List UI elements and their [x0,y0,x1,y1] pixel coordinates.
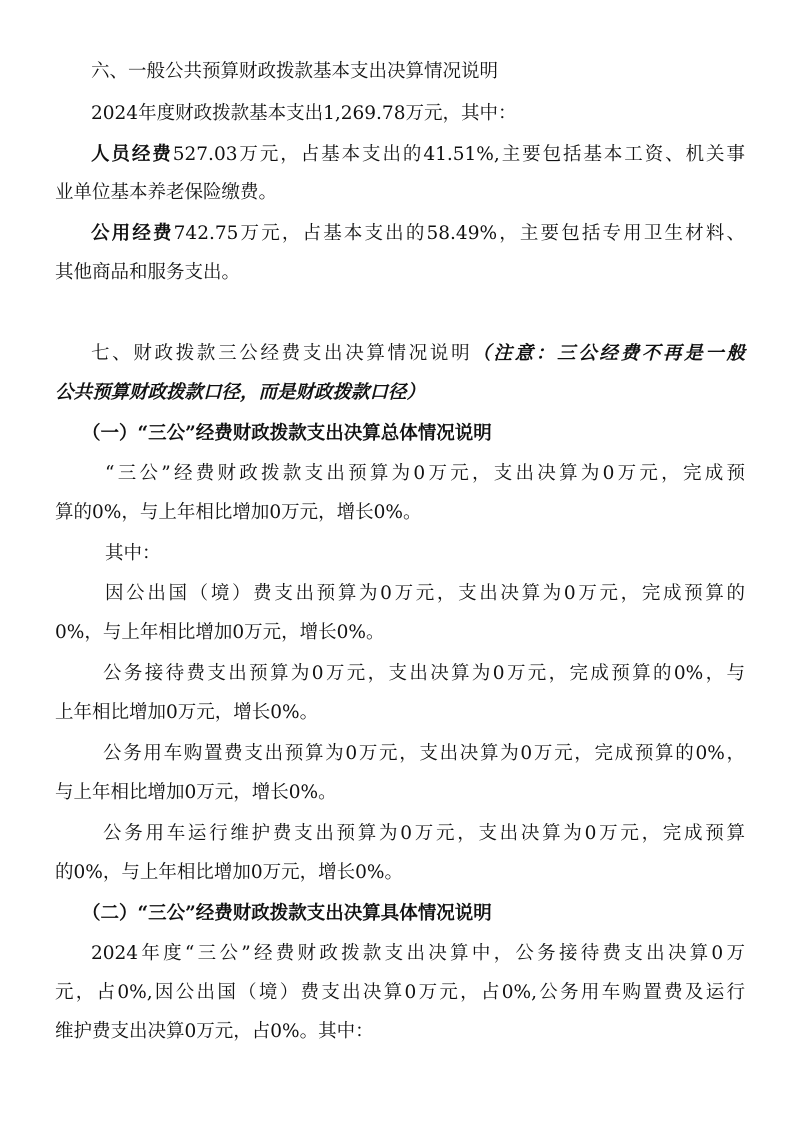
vehicle-run-line1: 公务用车运行维护费支出预算为0万元，支出决算为0万元，完成预算 [103,823,745,844]
vehicle-purchase-line2: 与上年相比增加0万元，增长0%。 [55,782,337,803]
public-line2: 其他商品和服务支出。 [55,262,241,283]
vehicle-purchase-line1: 公务用车购置费支出预算为0万元，支出决算为0万元，完成预算的0%， [103,743,745,764]
section7-heading: 七、财政拨款三公经费支出决算情况说明 [91,343,473,364]
section7-heading-line1 [91,342,745,366]
sub2-heading: （二）“三公”经费财政拨款支出决算具体情况说明 [82,903,492,924]
abroad-line1: 因公出国（境）费支出预算为0万元，支出决算为0万元，完成预算的 [105,583,745,604]
personnel-line1 [91,143,745,167]
public-label: 公用经费 [91,223,174,244]
sub2-line3: 维护费支出决算0万元，占0%。其中： [55,1021,374,1042]
sub1-p1-line2: 算的0%，与上年相比增加0万元，增长0%。 [55,502,422,523]
personnel-line2: 业单位基本养老保险缴费。 [55,182,278,203]
public-text: 742.75万元，占基本支出的58.49%，主要包括专用卫生材料、 [173,223,745,244]
reception-line2: 上年相比增加0万元，增长0%。 [55,702,319,723]
section7-note-part1: （注意：三公经费不再是一般 [472,343,745,364]
vehicle-run-line2: 的0%，与上年相比增加0万元，增长0%。 [55,862,403,883]
personnel-label: 人员经费 [91,144,173,165]
sub1-heading: （一）“三公”经费财政拨款支出决算总体情况说明 [82,423,492,444]
personnel-text: 527.03万元，占基本支出的41.51%,主要包括基本工资、机关事 [172,144,745,165]
reception-line1: 公务接待费支出预算为0万元，支出决算为0万元，完成预算的0%，与 [103,663,745,684]
public-line1 [91,222,745,246]
among-label: 其中： [105,543,161,564]
sub2-line1: 2024年度“三公”经费财政拨款支出决算中，公务接待费支出决算0万 [91,943,745,964]
section7-note-part2: 公共预算财政拨款口径，而是财政拨款口径） [55,382,426,403]
sub2-line2: 元，占0%,因公出国（境）费支出决算0万元，占0%,公务用车购置费及运行 [55,982,745,1003]
section6-heading: 六、一般公共预算财政拨款基本支出决算情况说明 [91,61,499,82]
section6-intro: 2024年度财政拨款基本支出1,269.78万元，其中： [91,103,517,124]
sub1-p1-line1: “三公”经费财政拨款支出预算为0万元，支出决算为0万元，完成预 [105,463,745,484]
abroad-line2: 0%，与上年相比增加0万元，增长0%。 [55,622,385,643]
